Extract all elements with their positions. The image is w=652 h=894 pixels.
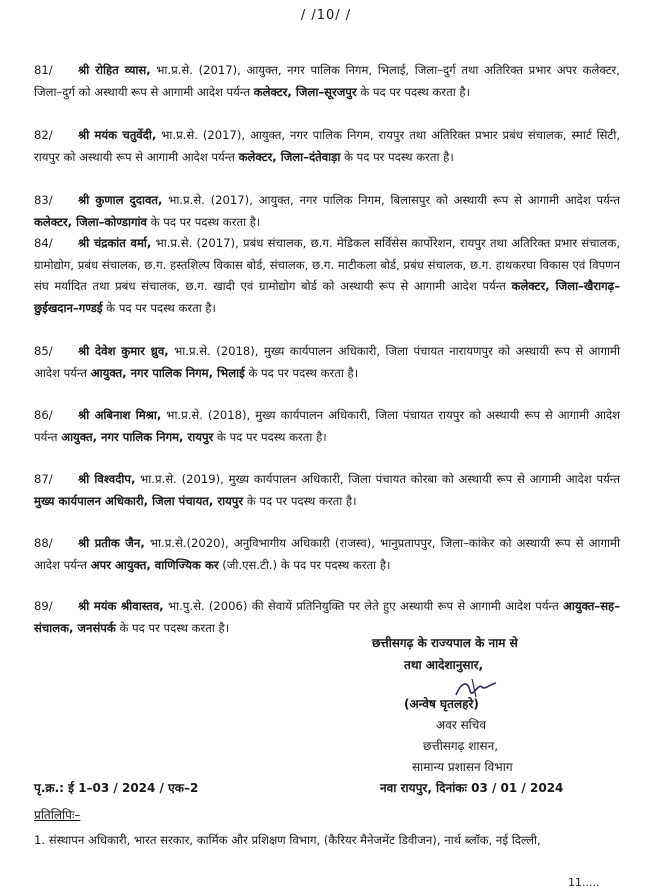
posting: आयुक्त–सह–संचालक, जनसंपर्क	[34, 599, 620, 635]
order-entry-84	[34, 233, 620, 319]
officer-name: श्री देवेश कुमार ध्रुव,	[78, 344, 169, 358]
order-entry-89	[34, 596, 620, 639]
page-number: / /10/ /	[300, 8, 352, 23]
order-entry-87	[34, 469, 620, 512]
officer-name: श्री विश्वदीप,	[78, 472, 136, 486]
officer-name: श्री रोहित व्यास,	[78, 63, 151, 77]
posting: कलेक्टर, जिला–सूरजपुर	[253, 84, 357, 99]
copy-recipient-1: 1. संस्थापन अधिकारी, भारत सरकार, कार्मिक और प्रशिक्षण विभाग, (कैरियर मैनेजमेंट डिवीजन), नार्थ ब्लॉक, नई दिल्ली,	[34, 833, 541, 847]
entry-text-end: के पद पर पदस्थ करता है।	[244, 365, 359, 380]
reference-number: पृ.क्र.: ई 1–03 / 2024 / एक–2	[34, 781, 199, 795]
officer-name: श्री प्रतीक जैन,	[78, 536, 145, 550]
officer-name: श्री मयंक श्रीवास्तव,	[78, 599, 164, 613]
entry-text: भा.प्र.से. (2018), मुख्य कार्यपालन अधिकारी, जिला पंचायत नारायणपुर को अस्थायी रूप से आगामी आदेश पर्यन्त	[34, 344, 620, 380]
entry-text: भा.प्र.से. (2017), आयुक्त, नगर पालिक निगम, बिलासपुर को अस्थायी रूप से आगामी आदेश पर्यन्त	[162, 193, 620, 207]
posting: आयुक्त, नगर पालिक निगम, रायपुर	[61, 429, 214, 444]
order-entry-88	[34, 533, 620, 576]
posting: कलेक्टर, जिला–दंतेवाड़ा	[238, 149, 341, 164]
entry-text-end: के पद पर पदस्थ करता है।	[115, 620, 230, 635]
entry-text: भा.प्र.से. (2017), आयुक्त, नगर पालिक निगम, भिलाई, जिला–दुर्ग तथा अतिरिक्त प्रभार अपर कलेक्टर, जिला–दुर्ग को अस्थायी रूप से आगामी आदेश पर्यन्त	[34, 63, 620, 99]
entry-text-end: के पद पर पदस्थ करता है।	[356, 84, 470, 99]
entry-text: भा.पु.से. (2006) की सेवायें प्रतिनियुक्ति पर लेते हुए अस्थायी रूप से आगामी आदेश पर्यन्त	[163, 599, 564, 613]
signatory-designation: अवर सचिव	[436, 718, 487, 732]
officer-name: श्री मयंक चतुर्वेदी,	[78, 128, 157, 142]
entry-text-end: (जी.एस.टी.) के पद पर पदस्थ करता है।	[218, 557, 391, 572]
entry-text-end: के पद पर पदस्थ करता है।	[243, 493, 357, 508]
posting: आयुक्त, नगर पालिक निगम, भिलाई	[90, 365, 245, 380]
government-name: छत्तीसगढ़ शासन,	[423, 739, 499, 753]
department-name: सामान्य प्रशासन विभाग	[412, 760, 513, 774]
authority-line: छत्तीसगढ़ के राज्यपाल के नाम से	[372, 636, 518, 650]
order-entry-83	[34, 190, 620, 233]
entry-text: भा.प्र.से. (2017), प्रबंध संचालक, छ.ग. मेडिकल सर्विसेस कार्पोरेशन, रायपुर तथा अतिरिक्त प्रभार संचालक, ग्रामोद्योग, प्रबंध संचालक, छ.ग. हस्तशिल्प विकास बोर्ड, संचालक, छ.ग. माटीकला बोर्ड, प्रबंध संचालक, छ.ग. हाथकरघा विकास एवं विपणन संघ मर्यादित तथा प्रबंध संचालक, छ.ग. खादी एवं ग्रामोद्योग बोर्ड को अस्थायी रूप से आगामी आदेश पर्यन्त	[34, 236, 621, 293]
entry-text: भा.प्र.से. (2017), आयुक्त, नगर पालिक निगम, रायपुर तथा अतिरिक्त प्रभार प्रबंध संचालक, स्मार्ट सिटी, रायपुर को अस्थायी रूप से आगामी आदेश पर्यन्त	[34, 128, 621, 164]
next-page-marker: 11.....	[568, 876, 600, 889]
entry-text: भा.प्र.से. (2018), मुख्य कार्यपालन अधिकारी, जिला पंचायत रायपुर को अस्थायी रूप से आगामी आदेश पर्यन्त	[34, 408, 620, 444]
entry-text-end: के पद पर पदस्थ करता है।	[213, 429, 327, 444]
authority-line-2: तथा आदेशानुसार,	[404, 658, 484, 672]
officer-name: श्री कुणाल दुदावत,	[78, 193, 163, 207]
order-entry-86	[34, 405, 620, 448]
entry-number: 85/	[34, 344, 53, 358]
officer-name: श्री चंद्रकांत वर्मा,	[78, 236, 152, 250]
entry-text: भा.प्र.से.(2020), अनुविभागीय अधिकारी (राजस्व), भानुप्रतापपुर, जिला–कांकेर को अस्थायी रूप से आगामी आदेश पर्यन्त	[34, 536, 620, 572]
entry-number: 83/	[34, 193, 53, 207]
copy-label: प्रतिलिपिः–	[34, 808, 81, 822]
entry-text-end: के पद पर पदस्थ करता है।	[340, 149, 454, 164]
entry-number: 81/	[34, 63, 53, 77]
entry-number: 82/	[34, 128, 53, 142]
order-entry-85	[34, 341, 620, 384]
entry-text-end: के पद पर पदस्थ करता है।	[102, 300, 216, 315]
entry-text: भा.प्र.से. (2019), मुख्य कार्यपालन अधिकारी, जिला पंचायत कोरबा को अस्थायी रूप से आगामी आदेश पर्यन्त	[135, 472, 620, 486]
handwritten-signature	[452, 677, 500, 701]
order-entry-81	[34, 60, 620, 103]
order-entry-82	[34, 125, 620, 168]
entry-number: 84/	[34, 236, 53, 250]
posting: अपर आयुक्त, वाणिज्यिक कर	[90, 557, 219, 572]
posting: कलेक्टर, जिला–कोण्डागांव	[34, 214, 147, 229]
place-date: नवा रायपुर, दिनांकः 03 / 01 / 2024	[380, 781, 564, 795]
entry-number: 88/	[34, 536, 53, 550]
posting: मुख्य कार्यपालन अधिकारी, जिला पंचायत, रायपुर	[34, 493, 244, 508]
entry-number: 86/	[34, 408, 53, 422]
officer-name: श्री अबिनाश मिश्रा,	[78, 408, 162, 422]
entry-number: 87/	[34, 472, 53, 486]
signatory-name: (अन्वेष घृतलहरे)	[404, 697, 479, 711]
entry-number: 89/	[34, 599, 53, 613]
posting: कलेक्टर, जिला–खैरागढ़–छुईखदान–गण्डई	[34, 279, 620, 315]
entry-text-end: के पद पर पदस्थ करता है।	[146, 214, 261, 229]
